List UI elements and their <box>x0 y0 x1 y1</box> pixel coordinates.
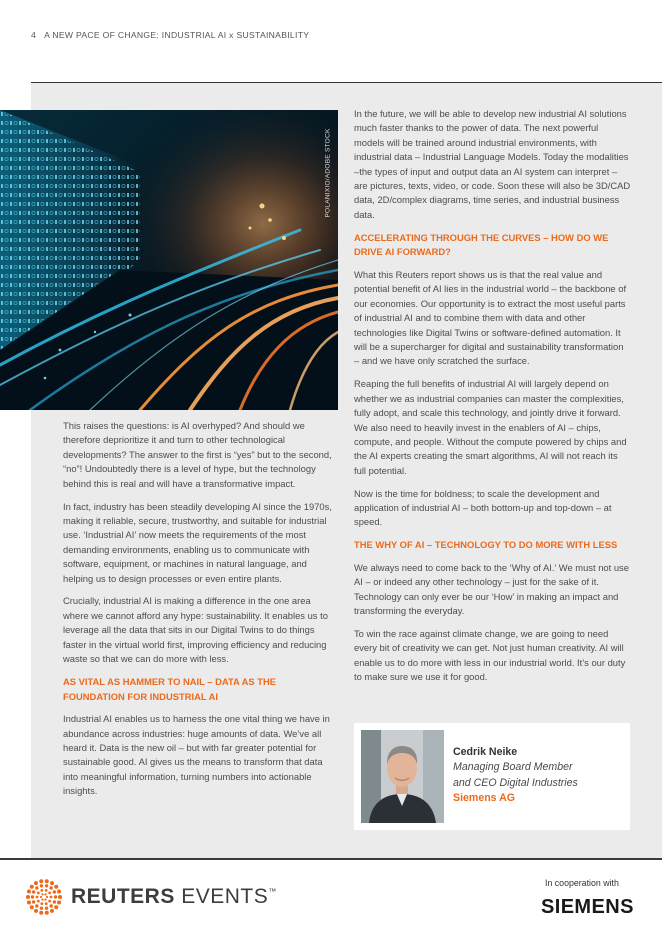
logo-word-events: EVENTS <box>181 885 269 908</box>
right-column <box>354 107 631 693</box>
logo-dot <box>57 900 61 904</box>
logo-dot <box>48 900 51 903</box>
footer-rule <box>0 858 662 860</box>
logo-dot <box>58 895 62 899</box>
logo-dot <box>34 909 38 913</box>
reuters-events-logo <box>25 880 277 914</box>
logo-dot <box>37 891 40 894</box>
logo-dot <box>45 907 48 910</box>
page-number: 4 <box>31 30 37 40</box>
paragraph: This raises the questions: is AI overhyped? And should we therefore deprioritize it and turn to other technological developments? The answer to the first is “yes” but to the second, “no”! Undoubtedly there is a level of hype, but the technology behind this is real and will have a transformative impact. <box>63 420 332 489</box>
logo-dot <box>44 898 46 900</box>
logo-dot <box>44 893 46 895</box>
trademark: ™ <box>268 887 277 896</box>
logo-dot <box>45 879 49 883</box>
logo-dot <box>40 907 43 910</box>
logo-dot <box>32 890 35 893</box>
logo-dot <box>31 895 34 898</box>
logo-dot <box>54 895 57 898</box>
logo-dot <box>45 911 49 915</box>
logo-dot <box>30 905 34 909</box>
logo-dot <box>49 886 52 889</box>
paragraph: To win the race against climate change, we are going to need every bit of creativity we can get. Not just human creativity. AI will enable us to do more with less in our industrial world. It’s our duty to make sure we use it for good. <box>354 628 626 683</box>
paragraph: Reaping the full benefits of industrial AI will largely depend on whether we as industrial companies can master the complexities, fully adopt, and scale this technology, and jointly drive it forward. We also need to heavily invest in the enablers of AI – chips, compute, and people. Without the compute powered by chips and the AI experts creating the smart algorithms, AI will not reach its full potential. <box>354 378 627 476</box>
siemens-logo: SIEMENS <box>541 896 634 918</box>
author-name: Cedrik Neike <box>453 746 518 758</box>
logo-word-reuters: REUTERS <box>71 885 175 908</box>
logo-dot <box>45 889 48 892</box>
author-role-line-2: and CEO Digital Industries <box>453 776 578 789</box>
logo-dot <box>49 904 52 907</box>
logo-dot <box>50 881 54 885</box>
author-portrait <box>361 730 444 823</box>
logo-dot <box>40 902 43 905</box>
logo-dot <box>54 885 58 889</box>
section-heading: AS VITAL AS HAMMER TO NAIL – DATA AS THE FOUNDATION FOR INDUSTRIAL AI <box>63 676 277 702</box>
section-heading: THE WHY OF AI – TECHNOLOGY TO DO MORE WITH LESS <box>354 539 618 551</box>
section-heading: ACCELERATING THROUGH THE CURVES – HOW DO WE DRIVE AI FORWARD? <box>354 231 609 258</box>
logo-dot <box>27 900 31 904</box>
logo-dot <box>46 896 48 898</box>
paragraph: Now is the time for boldness; to scale the development and application of industrial AI – both bottom-up and top-down – at speed. <box>354 487 612 528</box>
paragraph: In fact, industry has been steadily developing AI since the 1970s, making it reliable, secure, trustworthy, and suitable for industrial use. ‘Industrial AI’ now meets the requirements of the most demanding environments, enabling us to communicate with software, equipment, or machines in natural language, and helping us to design processes or even entire plants. <box>63 500 332 584</box>
author-card <box>354 723 630 830</box>
logo-dot <box>27 890 31 894</box>
logo-dot <box>30 885 34 889</box>
logo-dot <box>53 890 56 893</box>
logo-dot <box>50 896 53 899</box>
logo-dot <box>40 896 42 898</box>
logo-dot <box>53 900 56 903</box>
logo-dot <box>39 879 43 883</box>
logo-dot <box>40 884 43 887</box>
logo-dot <box>41 898 43 900</box>
author-role-line-1: Managing Board Member <box>453 761 573 773</box>
logo-dot <box>48 891 51 894</box>
paragraph: We always need to come back to the ‘Why of AI.’ We must not use AI – or indeed any other technology – just for the sake of it. Technology can only ever be our ‘How’ in making an impact and transforming the everyday. <box>354 561 629 617</box>
author-company: Siemens AG <box>453 792 516 805</box>
running-header <box>31 30 309 40</box>
reuters-dot-ring-icon <box>25 878 63 916</box>
paragraph: In the future, we will be able to develop new industrial AI solutions much faster thanks to the power of data. The next powerful models will be trained around industrial environments, with industrial data – Industrial Language Models. Today the modalities –the types of input and output data an AI system can interpret – are pictures, texts, video, or code. Soon these will also be 3D/CAD data, 2D/complex diagrams, time series, and industrial business data. <box>354 108 631 220</box>
cooperation-label: In cooperation with <box>545 878 619 888</box>
logo-dot <box>41 893 43 895</box>
logo-dot <box>54 905 58 909</box>
logo-dot <box>50 909 54 913</box>
logo-dot <box>32 900 35 903</box>
logo-dot <box>35 904 38 907</box>
logo-dot <box>35 886 38 889</box>
paragraph: Crucially, industrial AI is making a difference in the one area where we cannot afford any hype: sustainability. It enables us to leverage all the data that sits in our Digital Twins to do things faster in the virtual world first, improving efficiency and reducing waste so that we can do more with less. <box>63 595 328 665</box>
paragraph: Industrial AI enables us to harness the one vital thing we have in abundance across industries: huge amounts of data. We’ve all heard it. Data is the new oil – but with far greater potential for sustainable good. AI gives us the means to transform that data into meaningful information, turning numbers into actionable insights. <box>63 713 330 797</box>
logo-dot <box>40 889 43 892</box>
logo-dot <box>45 902 48 905</box>
logo-dot <box>26 895 30 899</box>
report-title: A NEW PACE OF CHANGE: INDUSTRIAL AI x SUSTAINABILITY <box>44 30 310 40</box>
logo-dot <box>57 890 61 894</box>
logo-dot <box>37 900 40 903</box>
logo-dot <box>34 881 38 885</box>
logo-dot <box>45 884 48 887</box>
logo-dot <box>39 911 43 915</box>
paragraph: What this Reuters report shows us is that the real value and potential benefit of AI lies in the industrial world – the backbone of our economies. Our opportunity is to extract the most useful parts of industrial AI and to combine them with data and other technologies like Digital Twins or software-defined automation. It will be a supercharger for digital and sustainability transformation – and we have only scratched the surface. <box>354 268 627 367</box>
image-credit: POLANIXIO/ADOBE STOCK <box>324 128 332 218</box>
logo-dot <box>36 896 39 899</box>
author-details <box>453 745 578 807</box>
left-column <box>63 419 335 807</box>
digital-light-trails-illustration <box>0 110 338 410</box>
data-highway-image <box>0 110 338 410</box>
